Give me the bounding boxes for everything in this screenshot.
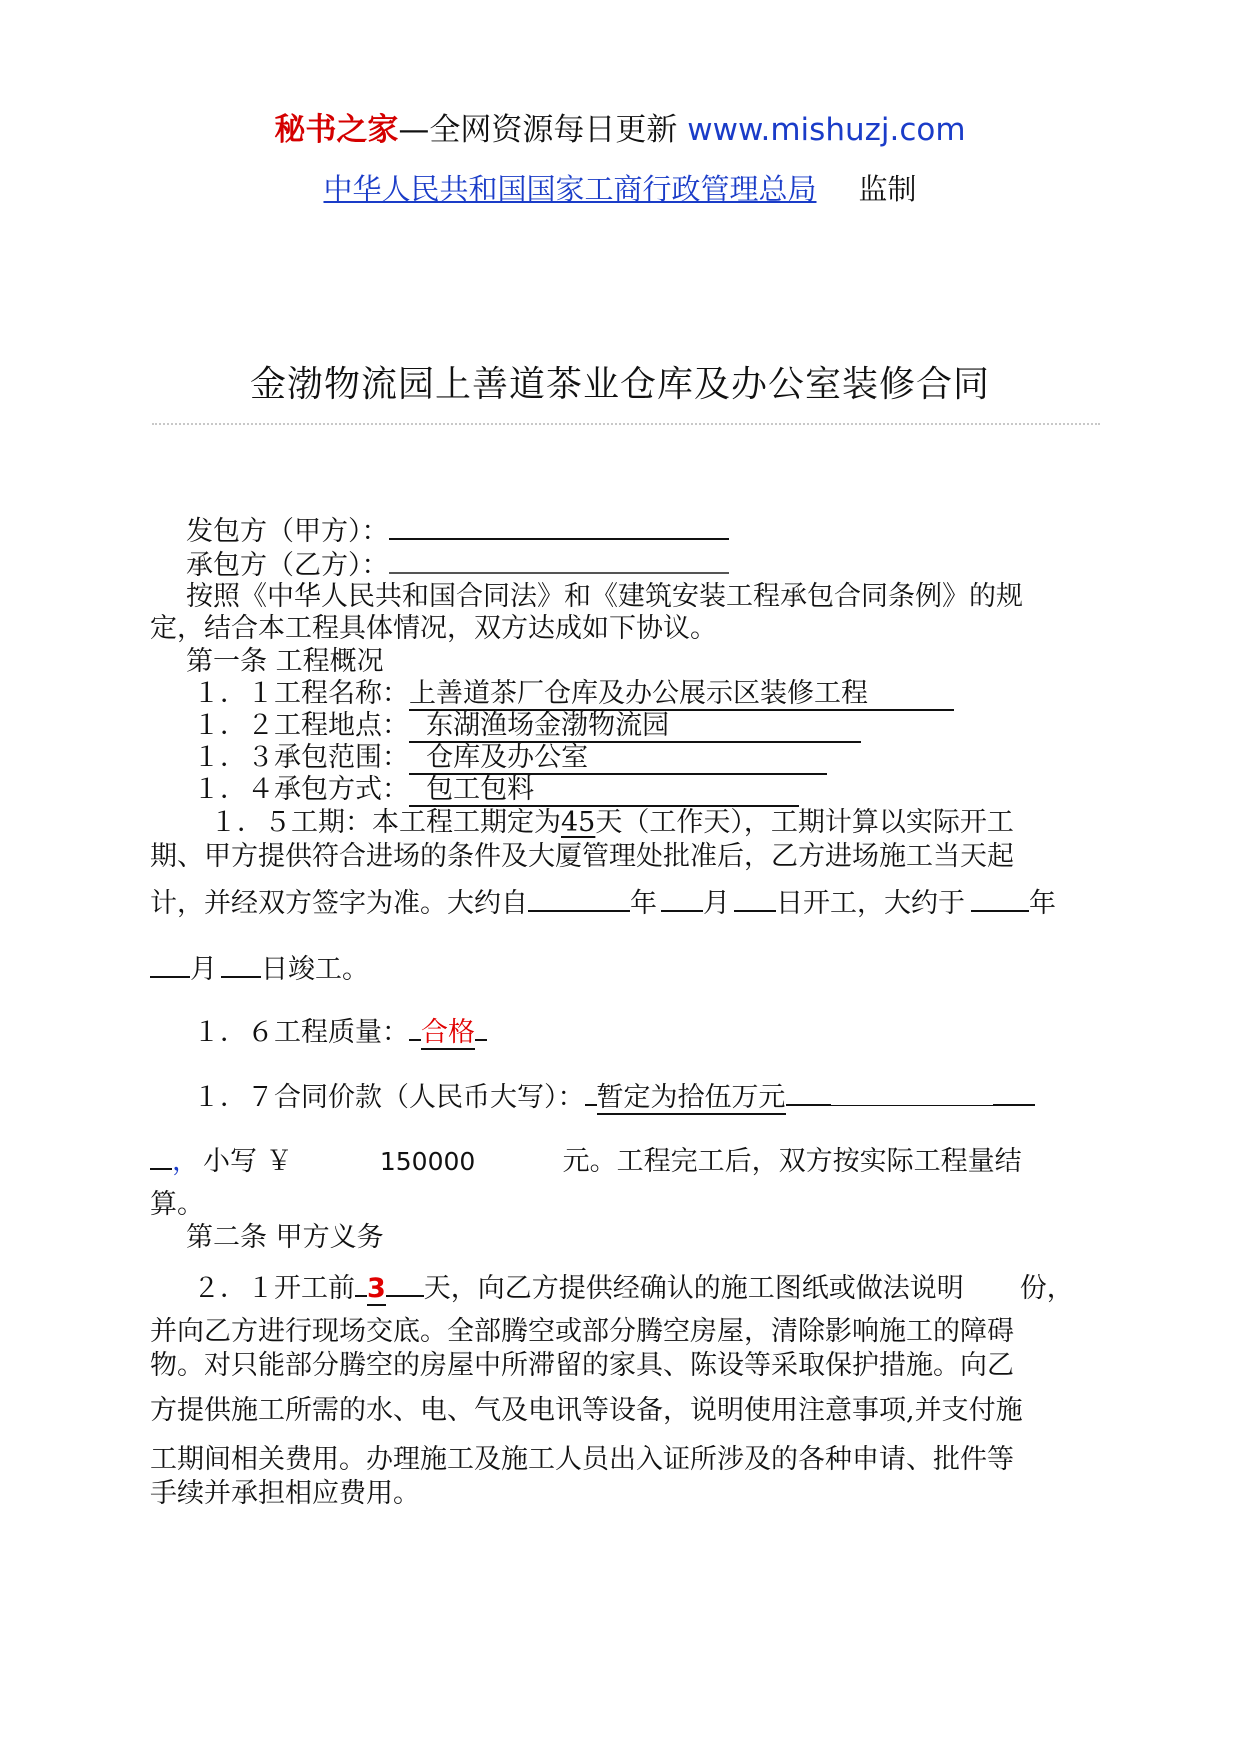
party-b-line	[186, 546, 729, 583]
authority-link[interactable]: 中华人民共和国国家工商行政管理总局	[323, 172, 817, 206]
end-month-blank	[150, 950, 190, 978]
item-2-1-line-6: 手续并承担相应费用。	[150, 1478, 420, 1509]
day-end-label: 日竣工。	[261, 954, 369, 985]
banner-tagline: —全网资源每日更新	[398, 112, 688, 148]
price-cont-blank	[150, 1142, 172, 1170]
quality-blank-right	[475, 1013, 487, 1041]
item-1-7-tail: 元。工程完工后，双方按实际工程量结	[562, 1146, 1022, 1177]
lower-amount-value: 150000	[379, 1147, 476, 1176]
title-divider	[152, 423, 1100, 425]
comma: ，	[172, 1146, 199, 1177]
party-b-blank	[389, 546, 729, 574]
item-1-4	[193, 773, 799, 807]
lower-amount-label: 小写 ￥	[203, 1146, 293, 1177]
item-1-3-value: 仓库及办公室	[409, 743, 827, 775]
item-2-1-line-4: 方提供施工所需的水、电、气及电讯等设备，说明使用注意事项,并支付施	[150, 1395, 1023, 1426]
document-title: 金渤物流园上善道茶业仓库及办公室装修合同	[249, 364, 990, 405]
item-2-1-label: ２．１开工前	[193, 1273, 355, 1304]
item-1-7-line-3: 算。	[150, 1189, 204, 1220]
item-2-1-line-2: 并向乙方进行现场交底。全部腾空或部分腾空房屋，清除影响施工的障碍	[150, 1316, 1014, 1347]
item-2-1-line-3: 物。对只能部分腾空的房屋中所滞留的家具、陈设等采取保护措施。向乙	[150, 1350, 1014, 1381]
item-1-1-label: １．１工程名称：	[193, 678, 409, 709]
item-1-3-label: １．３承包范围：	[193, 742, 409, 773]
year-label-2: 年	[1029, 888, 1056, 919]
days-blank-left	[355, 1269, 367, 1297]
item-1-1	[193, 677, 954, 711]
intro-line-1: 按照《中华人民共和国合同法》和《建筑安装工程承包合同条例》的规	[186, 581, 1023, 612]
year-label: 年	[630, 888, 657, 919]
item-2-1-text: 天，向乙方提供经确认的施工图纸或做法说明	[423, 1273, 964, 1304]
item-1-3	[193, 741, 827, 775]
item-2-1-line-5: 工期间相关费用。办理施工及施工人员出入证所涉及的各种申请、批件等	[150, 1444, 1014, 1475]
item-1-5-line-3	[150, 884, 1056, 921]
item-1-2-label: １．２工程地点：	[193, 710, 409, 741]
item-1-7-line-1	[193, 1078, 1035, 1115]
item-1-2	[193, 709, 861, 743]
item-1-7-label: １．７合同价款（人民币大写）：	[193, 1082, 585, 1113]
party-b-label: 承包方（乙方）：	[186, 550, 389, 581]
quality-blank-left	[409, 1013, 421, 1041]
item-2-1-copies: 份，	[1019, 1273, 1074, 1304]
item-1-5-line-4	[150, 950, 369, 987]
item-1-2-value: 东湖渔场金渤物流园	[409, 711, 861, 743]
price-blank-gap	[831, 1079, 993, 1106]
days-blank-right	[386, 1269, 424, 1297]
day-start-label: 日开工，大约于	[776, 888, 965, 919]
duration-days: 45	[561, 807, 596, 838]
item-1-5-line-1	[210, 806, 1014, 840]
intro-line-2: 定，结合本工程具体情况，双方达成如下协议。	[150, 613, 717, 644]
item-1-1-value: 上善道茶厂仓库及办公展示区装修工程	[409, 679, 954, 711]
end-day-blank	[221, 950, 261, 978]
brand-name: 秘书之家	[274, 112, 399, 148]
site-url-link[interactable]: www.mishuzj.com	[687, 112, 966, 148]
month-label-2: 月	[190, 954, 217, 985]
item-1-4-value: 包工包料	[409, 775, 799, 807]
item-1-5-text-b: 天（工作天），工期计算以实际开工	[595, 807, 1014, 838]
item-2-1-line-1	[193, 1269, 1074, 1306]
price-blank-mid	[786, 1078, 831, 1106]
month-label: 月	[703, 888, 730, 919]
price-blank-right	[993, 1078, 1035, 1106]
site-banner	[0, 104, 1240, 149]
item-1-4-label: １．４承包方式：	[193, 774, 409, 805]
item-1-6-label: １．６工程质量：	[193, 1017, 409, 1048]
start-year-blank	[528, 884, 630, 912]
price-upper-value: 暂定为拾伍万元	[596, 1082, 786, 1113]
party-a-label: 发包方（甲方）：	[186, 516, 389, 547]
quality-value: 合格	[421, 1017, 475, 1048]
price-blank-left	[585, 1078, 597, 1106]
article-1-heading: 第一条 工程概况	[186, 646, 384, 677]
item-1-5-line-2: 期、甲方提供符合进场的条件及大厦管理处批准后，乙方进场施工当天起	[150, 841, 1014, 872]
party-a-line	[186, 512, 729, 549]
start-month-blank	[661, 884, 703, 912]
start-text: 计，并经双方签字为准。大约自	[150, 888, 528, 919]
start-day-blank	[734, 884, 776, 912]
item-1-7-line-2	[150, 1142, 1022, 1179]
supervise-label: 监制	[858, 172, 917, 206]
advance-days: 3	[367, 1273, 386, 1304]
end-year-blank	[971, 884, 1029, 912]
item-1-6	[193, 1013, 487, 1050]
supervisor-line	[0, 167, 1240, 208]
party-a-blank	[389, 512, 729, 540]
article-2-heading: 第二条 甲方义务	[186, 1222, 384, 1253]
item-1-5-text: １．５工期：本工程工期定为	[210, 807, 561, 838]
